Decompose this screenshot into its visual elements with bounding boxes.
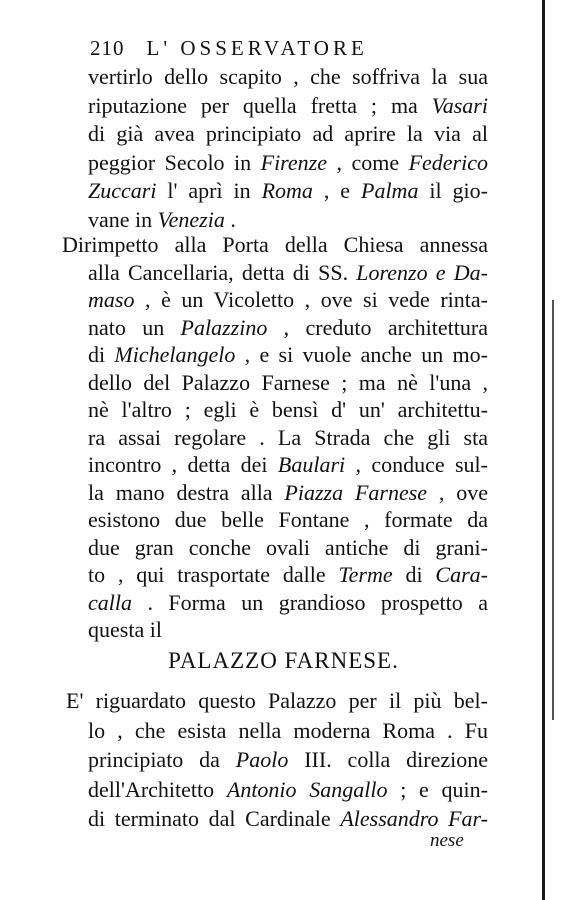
text-span: , è un Vicoletto , ove si vede rinta- [134, 287, 488, 312]
text-span: dell'Architetto [88, 776, 227, 802]
text-span: nè l'altro ; egli è bensì d' un' architettu- [88, 397, 488, 422]
text-span: , ove [427, 479, 489, 505]
italic-text: Federico [408, 149, 488, 175]
catchword: nese [430, 830, 464, 851]
text-span: E' riguardato questo Palazzo per il più bel- [66, 688, 488, 713]
text-line [88, 777, 488, 803]
text-line [88, 806, 488, 832]
text-line [88, 590, 488, 616]
text-span: , conduce sul- [345, 452, 488, 477]
text-span: dello del Palazzo Farnese ; ma nè l'una , [88, 369, 488, 395]
italic-text: Cara- [435, 562, 488, 587]
text-span: questa il [88, 617, 162, 642]
italic-text: Baulari [277, 452, 346, 477]
text-span: Dirimpetto alla Porta della Chiesa annessa [62, 232, 488, 257]
text-span: III. colla direzione [288, 747, 489, 772]
text-line [88, 93, 488, 119]
text-line [88, 718, 488, 744]
italic-text: maso [88, 287, 135, 312]
text-line [62, 232, 488, 258]
italic-text: Palma [361, 178, 419, 204]
text-span: esistono due belle Fontane , formate da [88, 507, 488, 532]
text-span: di già avea principiato ad aprire la via al [88, 121, 488, 147]
text-span: , creduto architettura [267, 314, 488, 340]
text-line [88, 178, 488, 204]
text-span: principiato da [88, 747, 236, 772]
italic-text: Alessandro Far- [340, 806, 489, 831]
italic-text: Roma [261, 178, 313, 204]
italic-text: Paolo [235, 747, 289, 772]
text-span: , e [312, 178, 361, 204]
italic-text: Zuccari [88, 178, 157, 204]
text-line [88, 260, 488, 286]
italic-text: Firenze [260, 149, 328, 175]
text-span: il gio- [418, 178, 488, 204]
text-line [88, 747, 488, 773]
text-span: . Forma un grandioso prospetto a [132, 589, 488, 615]
text-span: ; e quin- [387, 776, 488, 802]
text-span: peggior Secolo in [88, 149, 261, 175]
italic-text: Venezia [157, 207, 225, 232]
text-span: di [392, 562, 436, 587]
text-line [88, 342, 488, 368]
text-line [88, 452, 488, 478]
running-header [90, 36, 530, 61]
text-span: , e si vuole anche un mo- [235, 342, 488, 367]
text-line [88, 287, 488, 313]
page-number: 210 [90, 36, 125, 60]
text-span: incontro , detta dei [88, 452, 278, 477]
running-title: L' OSSERVATORE [146, 36, 368, 60]
text-span: riputazione per quella fretta ; ma [88, 92, 432, 118]
text-span: . [224, 207, 236, 232]
text-span: nato un [88, 314, 181, 340]
text-span: ra assai regolare . La Strada che gli sta [88, 424, 488, 450]
text-line [88, 535, 488, 561]
italic-text: Lorenzo e Da- [356, 259, 488, 285]
italic-text: calla [88, 589, 132, 615]
text-line [88, 370, 488, 396]
text-line [88, 315, 488, 341]
text-span: due gran conche ovali antiche di grani- [88, 534, 488, 560]
italic-text: Vasari [431, 92, 488, 118]
text-span: alla Cancellaria, detta di SS. [88, 259, 357, 285]
page-edge-shadow [542, 0, 545, 900]
italic-text: Palazzino [180, 314, 268, 340]
text-line [88, 64, 488, 90]
text-line [88, 150, 488, 176]
text-line [88, 480, 488, 506]
italic-text: Michelangelo [114, 342, 236, 367]
italic-text: Piazza Farnese [284, 479, 428, 505]
text-line [88, 207, 488, 233]
text-span: lo , che esista nella moderna Roma . Fu [88, 717, 488, 743]
italic-text: Terme [338, 562, 393, 587]
text-span: la mano destra alla [88, 479, 285, 505]
text-span: vertirlo dello scapito , che soffriva la sua [88, 64, 488, 89]
text-line [88, 562, 488, 588]
text-line [88, 121, 488, 147]
section-heading: PALAZZO FARNESE. [168, 648, 399, 673]
text-line [66, 688, 488, 714]
text-line [88, 507, 488, 533]
text-span: , come [327, 149, 409, 175]
text-line [88, 397, 488, 423]
text-line [88, 425, 488, 451]
text-span: di terminato dal Cardinale [88, 806, 341, 831]
text-span: di [88, 342, 115, 367]
text-span: vane in [88, 207, 158, 232]
text-span: to , qui trasportate dalle [88, 562, 339, 587]
text-line [88, 617, 488, 643]
italic-text: Antonio Sangallo [226, 776, 388, 802]
text-span: l' aprì in [156, 178, 262, 204]
